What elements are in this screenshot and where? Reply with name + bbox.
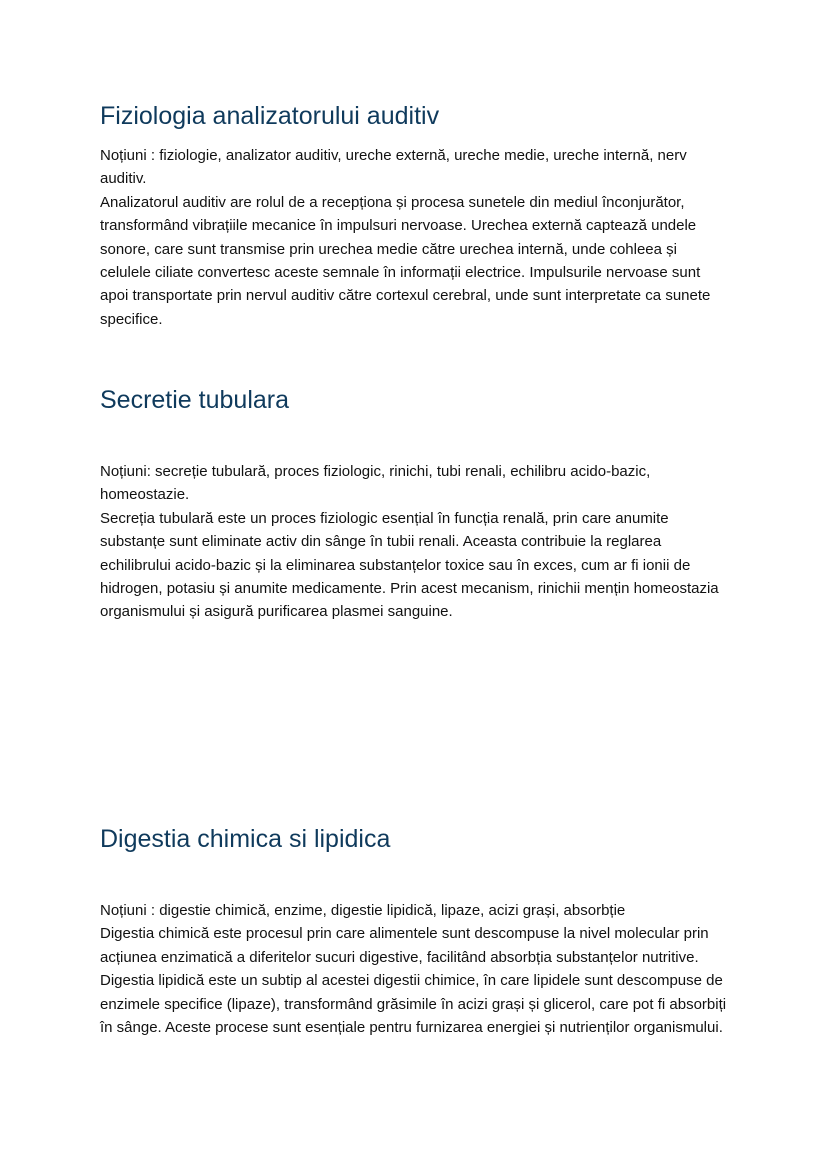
section-notions: Noțiuni : fiziologie, analizator auditiv, ureche externă, ureche medie, ureche internă, nerv auditiv. [100, 147, 687, 188]
section-notions: Noțiuni: secreție tubulară, proces fiziologic, rinichi, tubi renali, echilibru acido-bazic, homeostazie. [100, 463, 651, 504]
section-body: Analizatorul auditiv are rolul de a recepționa și procesa sunetele din mediul înconjurător, transformând vibrațiile mecanice în impulsuri nervoase. Urechea externă captează undele sonore, care sunt transmise prin urechea medie către urechea internă, unde cohleea și celulele ciliate convertesc aceste semnale în informații electrice. Impulsurile nervoase sunt apoi transportate prin nervul auditiv către cortexul cerebral, unde sunt interpretate ca sunete specifice. [100, 193, 711, 328]
section-auditory-physiology [100, 100, 730, 331]
section-chemical-lipid-digestion [100, 823, 730, 1039]
section-heading: Digestia chimica si lipidica [100, 825, 391, 853]
section-tubular-secretion [100, 384, 730, 624]
section-notions: Noțiuni : digestie chimică, enzime, digestie lipidică, lipaze, acizi grași, absorbție [100, 902, 626, 919]
section-heading: Fiziologia analizatorului auditiv [100, 102, 440, 130]
section-heading: Secretie tubulara [100, 386, 290, 414]
section-body: Secreția tubulară este un proces fiziologic esențial în funcția renală, prin care anumite substanțe sunt eliminate activ din sânge în tubii renali. Aceasta contribuie la reglarea echilibrului acido-bazic și la eliminarea substanțelor toxice sau în exces, cum ar fi ionii de hidrogen, potasiu și anumite medicamente. Prin acest mecanism, rinichii mențin homeostazia organismului și asigură purificarea plasmei sanguine. [100, 509, 719, 621]
section-body: Digestia chimică este procesul prin care alimentele sunt descompuse la nivel molecular prin acțiunea enzimatică a diferitelor sucuri digestive, facilitând absorbția substanțelor nutritive. Digestia lipidică este un subtip al acestei digestii chimice, în care lipidele sunt descompuse de enzimele specifice (lipaze), transformând grăsimile în acizi grași și glicerol, care pot fi absorbiți în sânge. Aceste procese sunt esențiale pentru furnizarea energiei și nutrienților organismului. [100, 925, 727, 1037]
